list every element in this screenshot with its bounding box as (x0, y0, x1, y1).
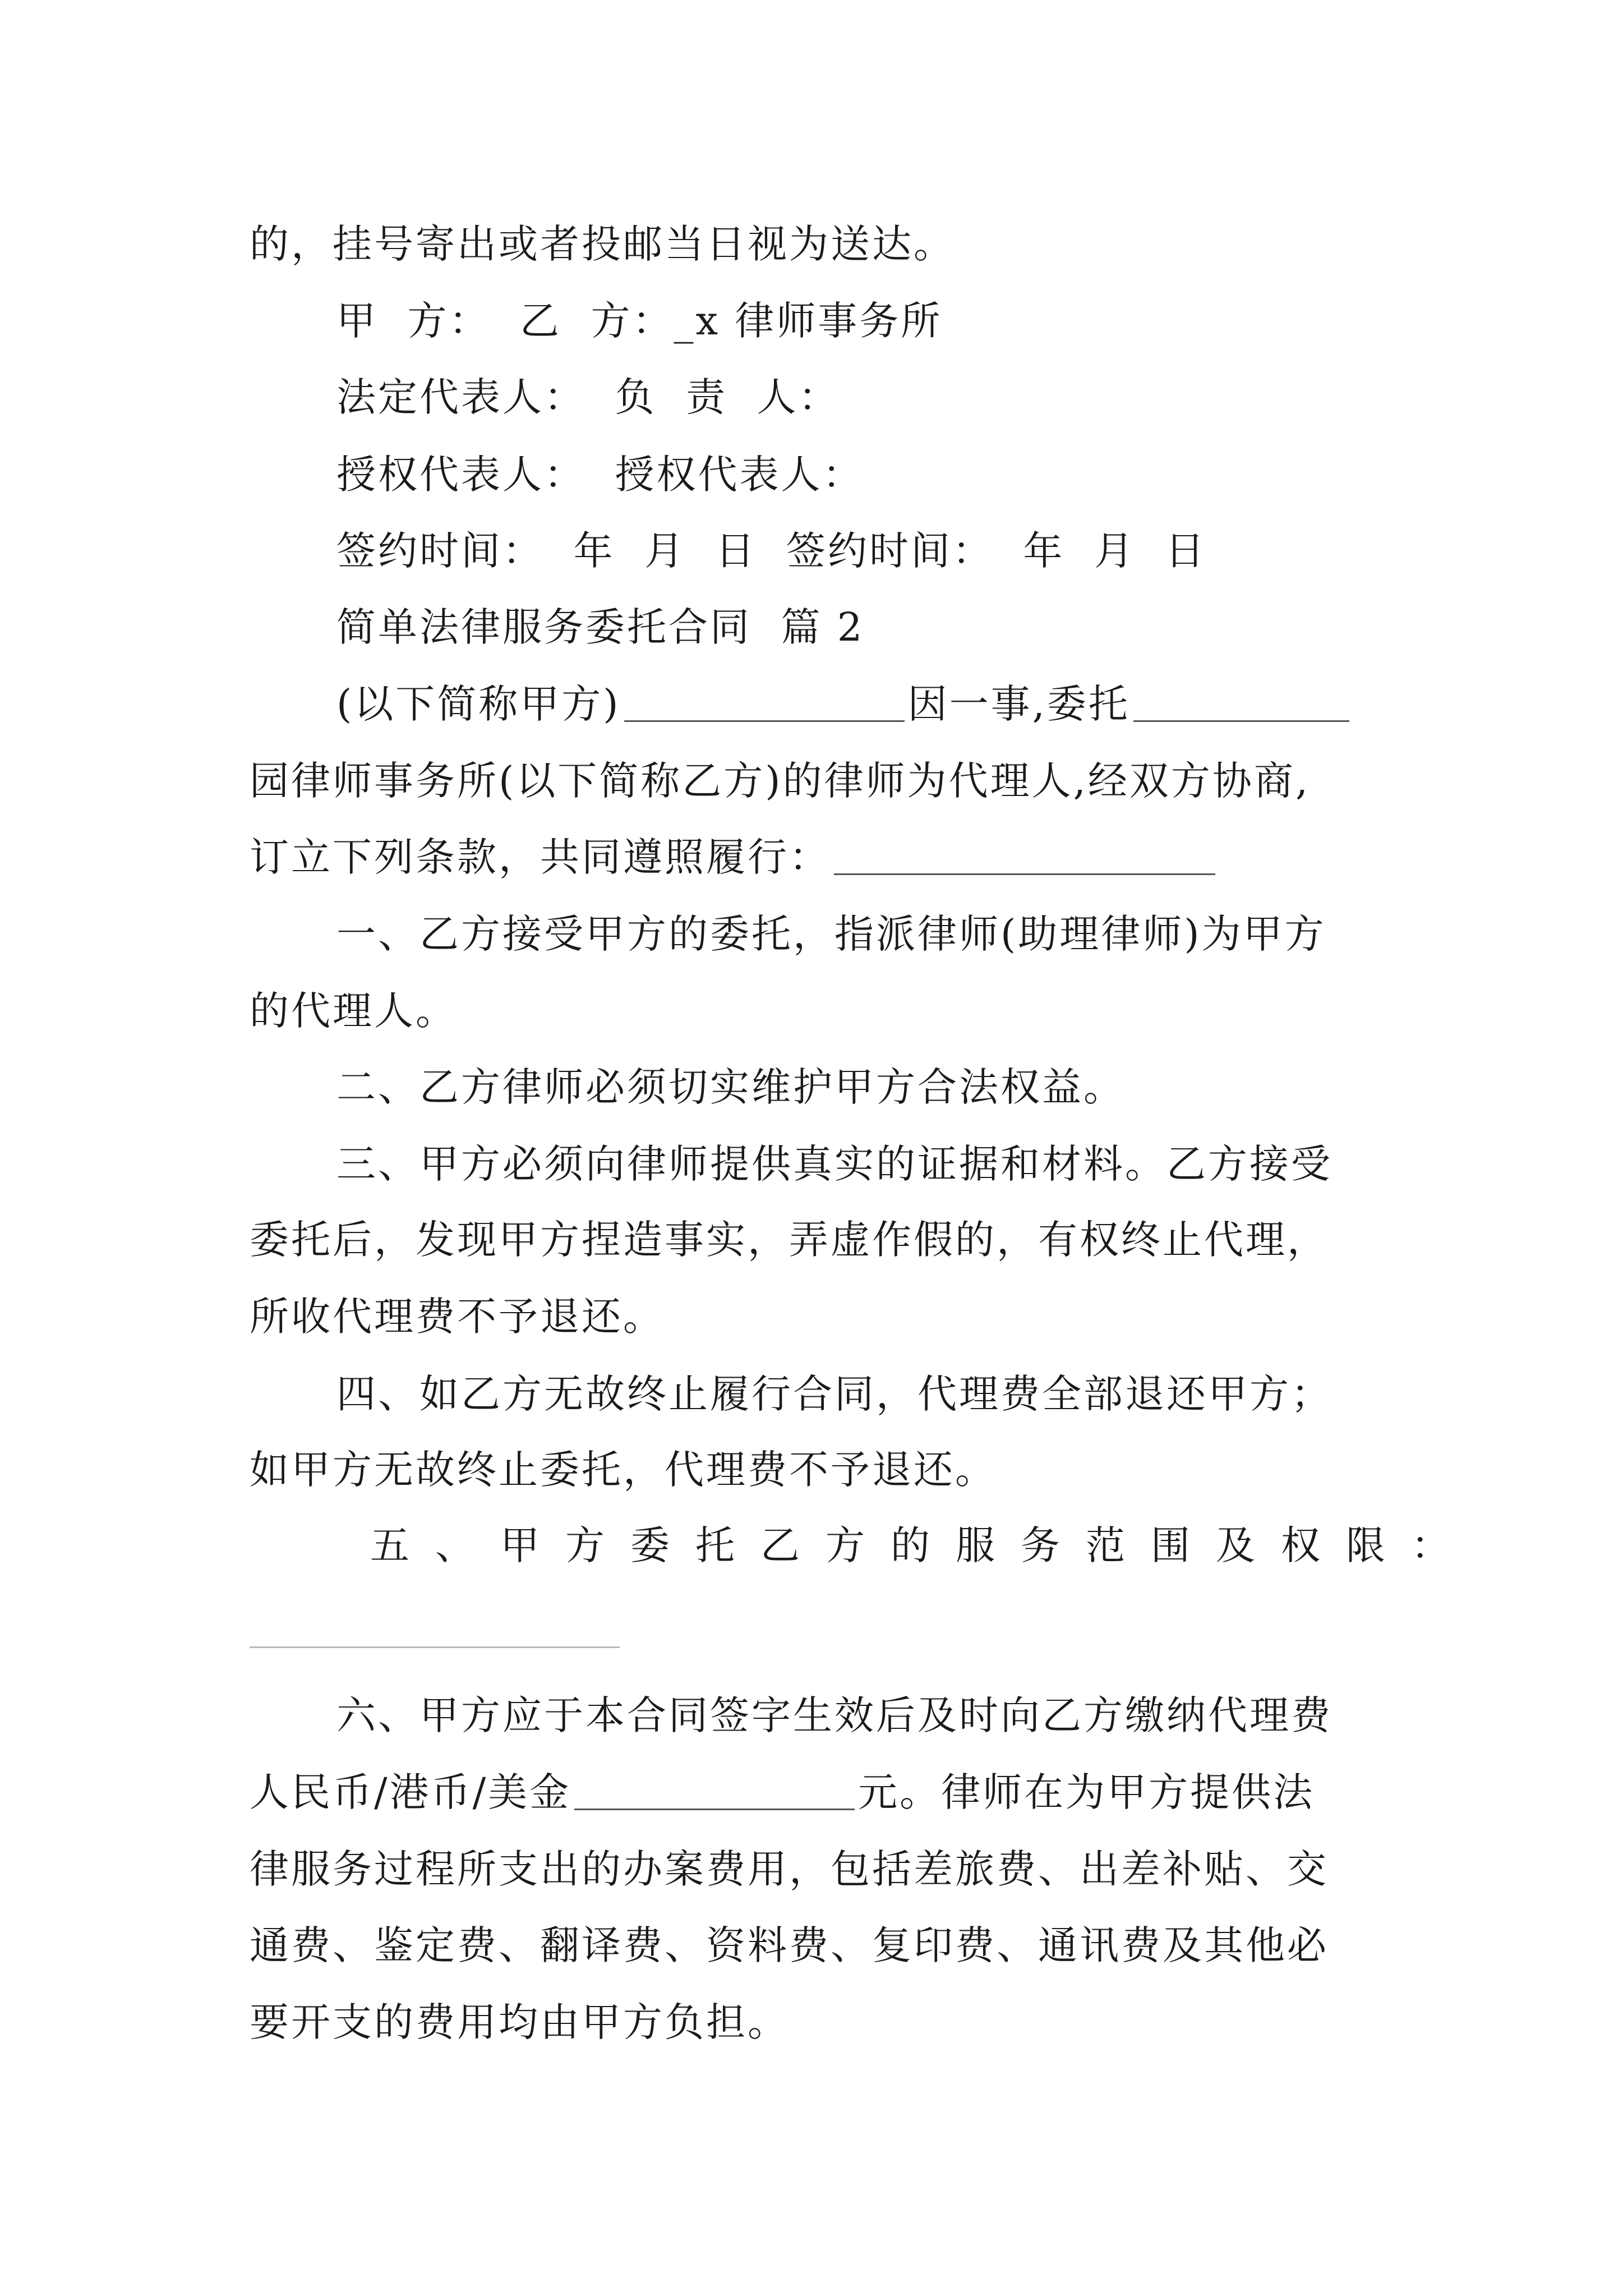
clause-4-line-2: 如甲方无故终止委托，代理费不予退还。 (250, 1447, 997, 1493)
clause-2-line: 二、乙方律师必须切实维护甲方合法权益。 (336, 1064, 1125, 1110)
intro-part-a: (以下简称甲方) (336, 681, 621, 727)
clause-intro-blank (834, 834, 1215, 875)
clause-5-blank-rule (250, 1646, 620, 1648)
amount-blank (574, 1769, 855, 1810)
clause-intro-line (250, 829, 1388, 885)
clause-3-line-2: 委托后，发现甲方捏造事实，弄虚作假的，有权终止代理， (250, 1217, 1329, 1263)
authorized-rep-line: 授权代表人： 授权代表人： (336, 452, 864, 498)
clause-4-line-1: 四、如乙方无故终止履行合同，代理费全部退还甲方； (336, 1371, 1332, 1417)
currency-text: 人民币/港币/美金 (250, 1769, 571, 1815)
clause-6-line-2 (250, 1764, 1388, 1820)
party-line: 甲 方： 乙 方：_x 律师事务所 (336, 298, 943, 344)
clause-1-line-2: 的代理人。 (250, 988, 457, 1034)
clause-6-line-1: 六、甲方应于本合同签字生效后及时向乙方缴纳代理费 (336, 1692, 1332, 1738)
intro-line (336, 676, 1388, 732)
clause-6-line-2-rest: 元。律师在为甲方提供法 (858, 1769, 1315, 1815)
signing-date-line: 签约时间： 年 月 日 签约时间： 年 月 日 (336, 528, 1207, 574)
clause-intro-text: 订立下列条款，共同遵照履行： (250, 834, 831, 880)
legal-rep-line: 法定代表人： 负 责 人： (336, 374, 840, 420)
entrust-blank (1133, 681, 1349, 722)
clause-6-line-3: 律服务过程所支出的办案费用，包括差旅费、出差补贴、交 (250, 1846, 1329, 1892)
intro-part-b: 因一事,委托 (907, 681, 1130, 727)
clause-6-line-5: 要开支的费用均由甲方负担。 (250, 1999, 789, 2045)
clause-5-line: 五、甲方委托乙方的服务范围及权限： (370, 1522, 1476, 1568)
section-title: 简单法律服务委托合同 篇 2 (336, 604, 865, 650)
clause-1-line-1: 一、乙方接受甲方的委托，指派律师(助理律师)为甲方 (336, 911, 1326, 957)
clause-3-line-3: 所收代理费不予退还。 (250, 1294, 665, 1340)
text-line-8: 园律师事务所(以下简称乙方)的律师为代理人,经双方协商, (250, 758, 1311, 804)
text-line-1: 的，挂号寄出或者投邮当日视为送达。 (250, 221, 955, 267)
party-a-blank (624, 681, 905, 722)
clause-6-line-4: 通费、鉴定费、翻译费、资料费、复印费、通讯费及其他必 (250, 1922, 1329, 1968)
clause-3-line-1: 三、甲方必须向律师提供真实的证据和材料。乙方接受 (336, 1141, 1332, 1187)
